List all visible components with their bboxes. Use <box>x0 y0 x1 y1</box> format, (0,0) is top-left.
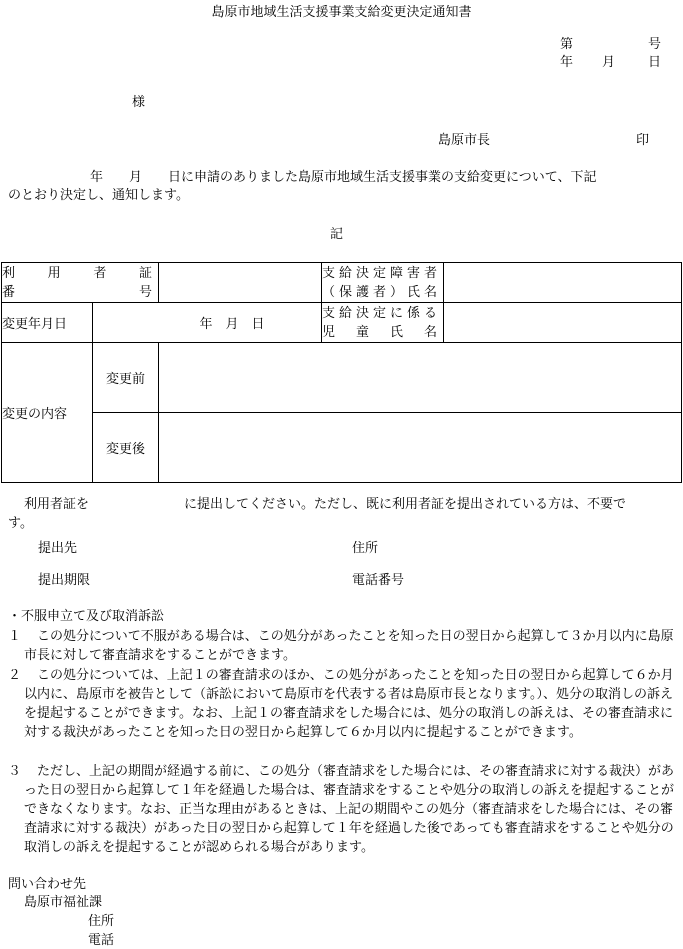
recipient-name-value[interactable] <box>444 263 682 303</box>
change-content-label: 変更の内容 <box>2 343 93 483</box>
deadline-label: 提出期限 <box>38 573 91 588</box>
seal-mark: 印 <box>636 133 650 148</box>
addressee-sama: 様 <box>132 95 146 110</box>
before-label: 変更前 <box>93 343 159 413</box>
after-label: 変更後 <box>93 413 159 483</box>
user-cert-number-value[interactable] <box>159 263 322 303</box>
appeal-item-1: １ この処分について不服がある場合は、この処分があったことを知った日の翌日から起算して３か月以内に島原市長に対して審査請求をすることができます。 <box>8 629 674 663</box>
recipient-name-label: 支給決定障害者 （保護者）氏名 <box>322 263 444 303</box>
submission-line-2: す。 <box>8 516 33 531</box>
address-label: 住所 <box>352 541 379 556</box>
number-label-go: 号 <box>648 37 662 52</box>
appeal-item-2: ２ この処分については、上記１の審査請求のほか、この処分があったことを知った日の翌日から起算して６か月以内に、島原市を被告として（訴訟において島原市を代表する者は島原市長となります。）、処分の取消しの訴えを提起することができます。なお、上記１の審査請求をした場合には、処分の取消しの訴えは、その審査請求に対する裁決があったことを知った日の翌日から起算して６か月以内に提起することができます。 <box>8 668 674 740</box>
change-date-value[interactable]: 年 月 日 <box>93 303 322 343</box>
change-date-label: 変更年月日 <box>2 303 93 343</box>
number-label-dai: 第 <box>560 37 574 52</box>
ki-heading: 記 <box>330 227 344 242</box>
intro-line-1: 年 月 日に申請のありました島原市地域生活支援事業の支給変更について、下記 <box>90 170 597 185</box>
user-cert-number-label: 利 用 者 証 番 号 <box>2 263 159 303</box>
child-name-value[interactable] <box>444 303 682 343</box>
contact-address-label: 住所 <box>88 914 115 929</box>
document-title: 島原市地域生活支援事業支給変更決定通知書 <box>211 5 472 20</box>
date-day-label: 日 <box>648 55 662 70</box>
appeal-item-3: ３ ただし、上記の期間が経過する前に、この処分（審査請求をした場合には、その審査請求に対する裁決）があった日の翌日から起算して１年を経過した場合は、審査請求をすることや処分の取消しの訴えを提起することができなくなります。なお、正当な理由があるときは、上記の期間やこの処分（審査請求をした場合には、その審査請求に対する裁決）があった日の翌日から起算して１年を経過した後であっても審査請求をすることや処分の取消しの訴えを提起することが認められる場合があります。 <box>8 764 675 855</box>
child-name-label: 支給決定に係る 児 童 氏 名 <box>322 303 444 343</box>
submission-line-1a: 利用者証を <box>24 497 90 512</box>
issuer-name: 島原市長 <box>438 133 491 148</box>
decision-table <box>1 262 682 483</box>
after-value[interactable] <box>159 413 682 483</box>
submission-line-1b: に提出してください。ただし、既に利用者証を提出されている方は、不要で <box>184 497 627 512</box>
contact-phone-label: 電話 <box>88 933 115 948</box>
phone-label: 電話番号 <box>352 573 405 588</box>
contact-heading: 問い合わせ先 <box>8 877 87 892</box>
before-value[interactable] <box>159 343 682 413</box>
intro-line-2: のとおり決定し、通知します。 <box>8 188 189 203</box>
contact-dept: 島原市福祉課 <box>24 895 103 910</box>
date-year-label: 年 <box>560 55 574 70</box>
destination-label: 提出先 <box>38 541 78 556</box>
appeal-heading: ・不服申立て及び取消訴訟 <box>8 609 165 624</box>
date-month-label: 月 <box>602 55 616 70</box>
